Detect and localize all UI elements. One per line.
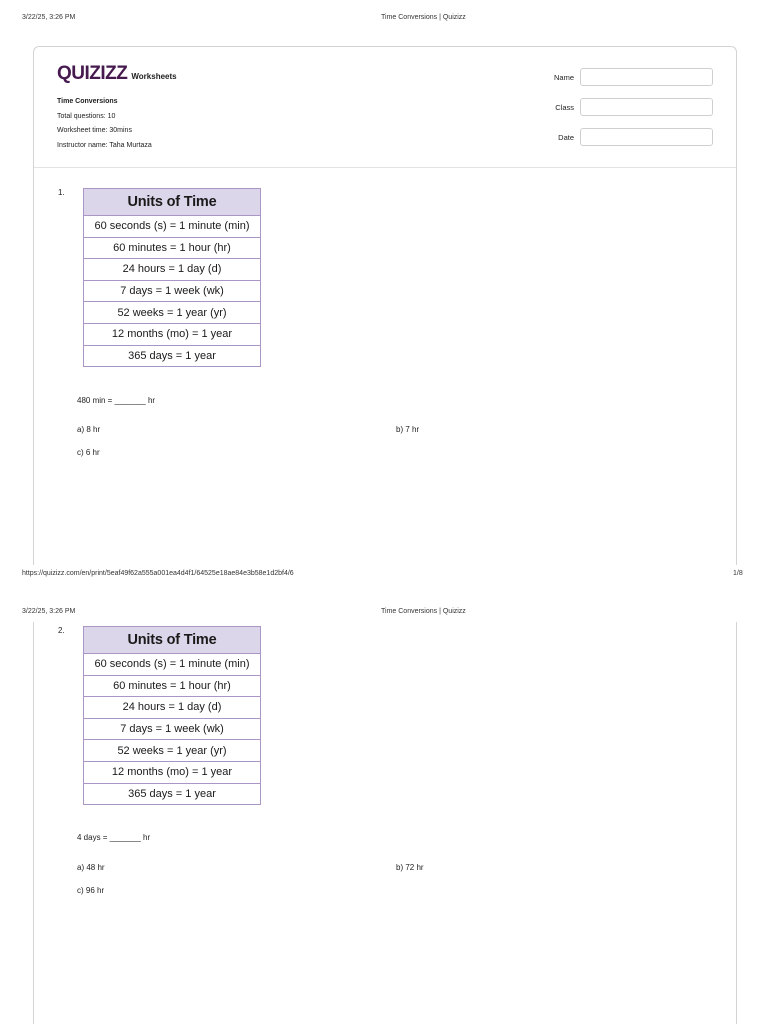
option-a[interactable]: a) 8 hr — [77, 425, 101, 434]
option-b[interactable]: b) 72 hr — [396, 863, 424, 872]
logo-subtitle: Worksheets — [131, 72, 177, 81]
logo-wordmark: QUIZIZZ — [57, 63, 128, 84]
table-row: 12 months (mo) = 1 year — [84, 761, 261, 783]
table-row: 7 days = 1 week (wk) — [84, 718, 261, 740]
total-questions: Total questions: 10 — [57, 112, 116, 120]
question-prompt: 480 min = _______ hr — [77, 396, 156, 405]
instructor-name: Instructor name: Taha Murtaza — [57, 141, 152, 149]
name-input[interactable] — [580, 68, 713, 86]
option-b[interactable]: b) 7 hr — [396, 425, 420, 434]
date-input[interactable] — [580, 128, 713, 146]
worksheet-header — [34, 47, 736, 168]
table-row: 52 weeks = 1 year (yr) — [84, 740, 261, 762]
table-row: 60 minutes = 1 hour (hr) — [84, 675, 261, 697]
option-a[interactable]: a) 48 hr — [77, 863, 105, 872]
table-row: 24 hours = 1 day (d) — [84, 697, 261, 719]
worksheet-time: Worksheet time: 30mins — [57, 127, 132, 134]
name-label: Name — [553, 72, 574, 82]
print-datetime: 3/22/25, 3:26 PM — [22, 14, 76, 21]
class-field — [534, 98, 713, 116]
print-title: Time Conversions | Quizizz — [381, 14, 466, 21]
table-row: 60 seconds (s) = 1 minute (min) — [84, 216, 261, 238]
question-number: 1. — [58, 188, 65, 197]
table-title: Units of Time — [84, 627, 261, 654]
table-row: 365 days = 1 year — [84, 345, 261, 367]
print-title: Time Conversions | Quizizz — [381, 608, 466, 615]
class-input[interactable] — [580, 98, 713, 116]
table-row: 365 days = 1 year — [84, 783, 261, 805]
table-row: 24 hours = 1 day (d) — [84, 259, 261, 281]
print-datetime: 3/22/25, 3:26 PM — [22, 608, 76, 615]
table-row: 60 seconds (s) = 1 minute (min) — [84, 654, 261, 676]
print-page-number: 1/8 — [733, 570, 743, 577]
table-row: 12 months (mo) = 1 year — [84, 323, 261, 345]
units-of-time-table — [83, 188, 261, 367]
question-number: 2. — [58, 626, 65, 635]
quizizz-logo — [57, 63, 177, 85]
table-title: Units of Time — [84, 189, 261, 216]
worksheet-page-1 — [33, 46, 737, 565]
worksheet-page-2 — [33, 622, 737, 1024]
table-row: 60 minutes = 1 hour (hr) — [84, 237, 261, 259]
table-row: 52 weeks = 1 year (yr) — [84, 302, 261, 324]
question-prompt: 4 days = _______ hr — [77, 833, 151, 842]
print-url: https://quizizz.com/en/print/5eaf49f62a555a001ea4d4f1/64525e18ae84e3b58e1d2bf4/6 — [22, 570, 294, 577]
worksheet-meta — [57, 95, 152, 153]
date-label: Date — [558, 132, 574, 142]
units-of-time-table — [83, 626, 261, 805]
option-c[interactable]: c) 6 hr — [77, 448, 100, 457]
name-field — [534, 68, 713, 86]
option-c[interactable]: c) 96 hr — [77, 886, 105, 895]
table-row: 7 days = 1 week (wk) — [84, 280, 261, 302]
class-label: Class — [555, 102, 574, 112]
worksheet-title: Time Conversions — [57, 98, 118, 105]
date-field — [534, 128, 713, 146]
